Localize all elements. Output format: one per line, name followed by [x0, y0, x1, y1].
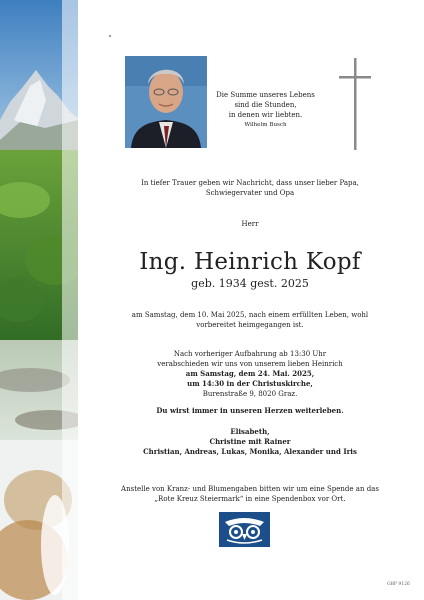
landscape-strip-image [0, 0, 78, 600]
owl-logo-icon [219, 512, 270, 547]
funeral-time-place: um 14:30 in der Christuskirche, [187, 379, 313, 388]
intro-line: In tiefer Trauer geben wir Nachricht, dass unser lieber Papa, [141, 179, 359, 187]
donation-line: Anstelle von Kranz- und Blumengaben bitten wir um eine Spende an das [121, 485, 379, 493]
quote-line: in denen wir liebten. [228, 111, 303, 119]
donation-line: „Rote Kreuz Steiermark“ in eine Spendenbox vor Ort. [154, 495, 346, 503]
funeral-address: Burenstraße 9, 8020 Graz. [202, 390, 298, 398]
deceased-name: Ing. Heinrich Kopf [139, 249, 361, 275]
decorative-dot [109, 35, 111, 37]
remembrance-line: Du wirst immer in unseren Herzen weiterleben. [156, 406, 344, 415]
family-line: Christine mit Rainer [209, 437, 291, 446]
passing-line: am Samstag, dem 10. Mai 2025, nach einem erfüllten Leben, wohl [131, 311, 369, 319]
family-line: Christian, Andreas, Lukas, Monika, Alexander und Iris [143, 447, 357, 456]
donation-text [95, 484, 405, 504]
quote-line: Die Summe unseres Lebens [216, 91, 315, 99]
intro-text [95, 178, 405, 198]
funeral-line: Nach vorheriger Aufbahrung ab 13:30 Uhr [173, 350, 327, 358]
salutation: Herr [241, 220, 259, 228]
funeral-date: am Samstag, dem 24. Mai. 2025, [185, 369, 315, 378]
portrait-photo [125, 56, 207, 148]
life-dates: geb. 1934 gest. 2025 [191, 277, 309, 290]
intro-line: Schwiegervater und Opa [205, 189, 295, 197]
quote-author: Wilhelm Busch [244, 122, 287, 128]
family-list [95, 427, 405, 457]
quote-line: sind die Stunden, [234, 101, 297, 109]
print-code: GBP 9126 [387, 582, 410, 587]
passing-text [95, 310, 405, 330]
cross-icon [339, 58, 371, 150]
funeral-line: verabschieden wir uns von unserem lieben Heinrich [157, 360, 343, 368]
funeral-details [95, 349, 405, 399]
memorial-quote [213, 90, 318, 130]
passing-line: vorbereitet heimgegangen ist. [196, 321, 304, 329]
family-line: Elisabeth, [230, 427, 270, 436]
